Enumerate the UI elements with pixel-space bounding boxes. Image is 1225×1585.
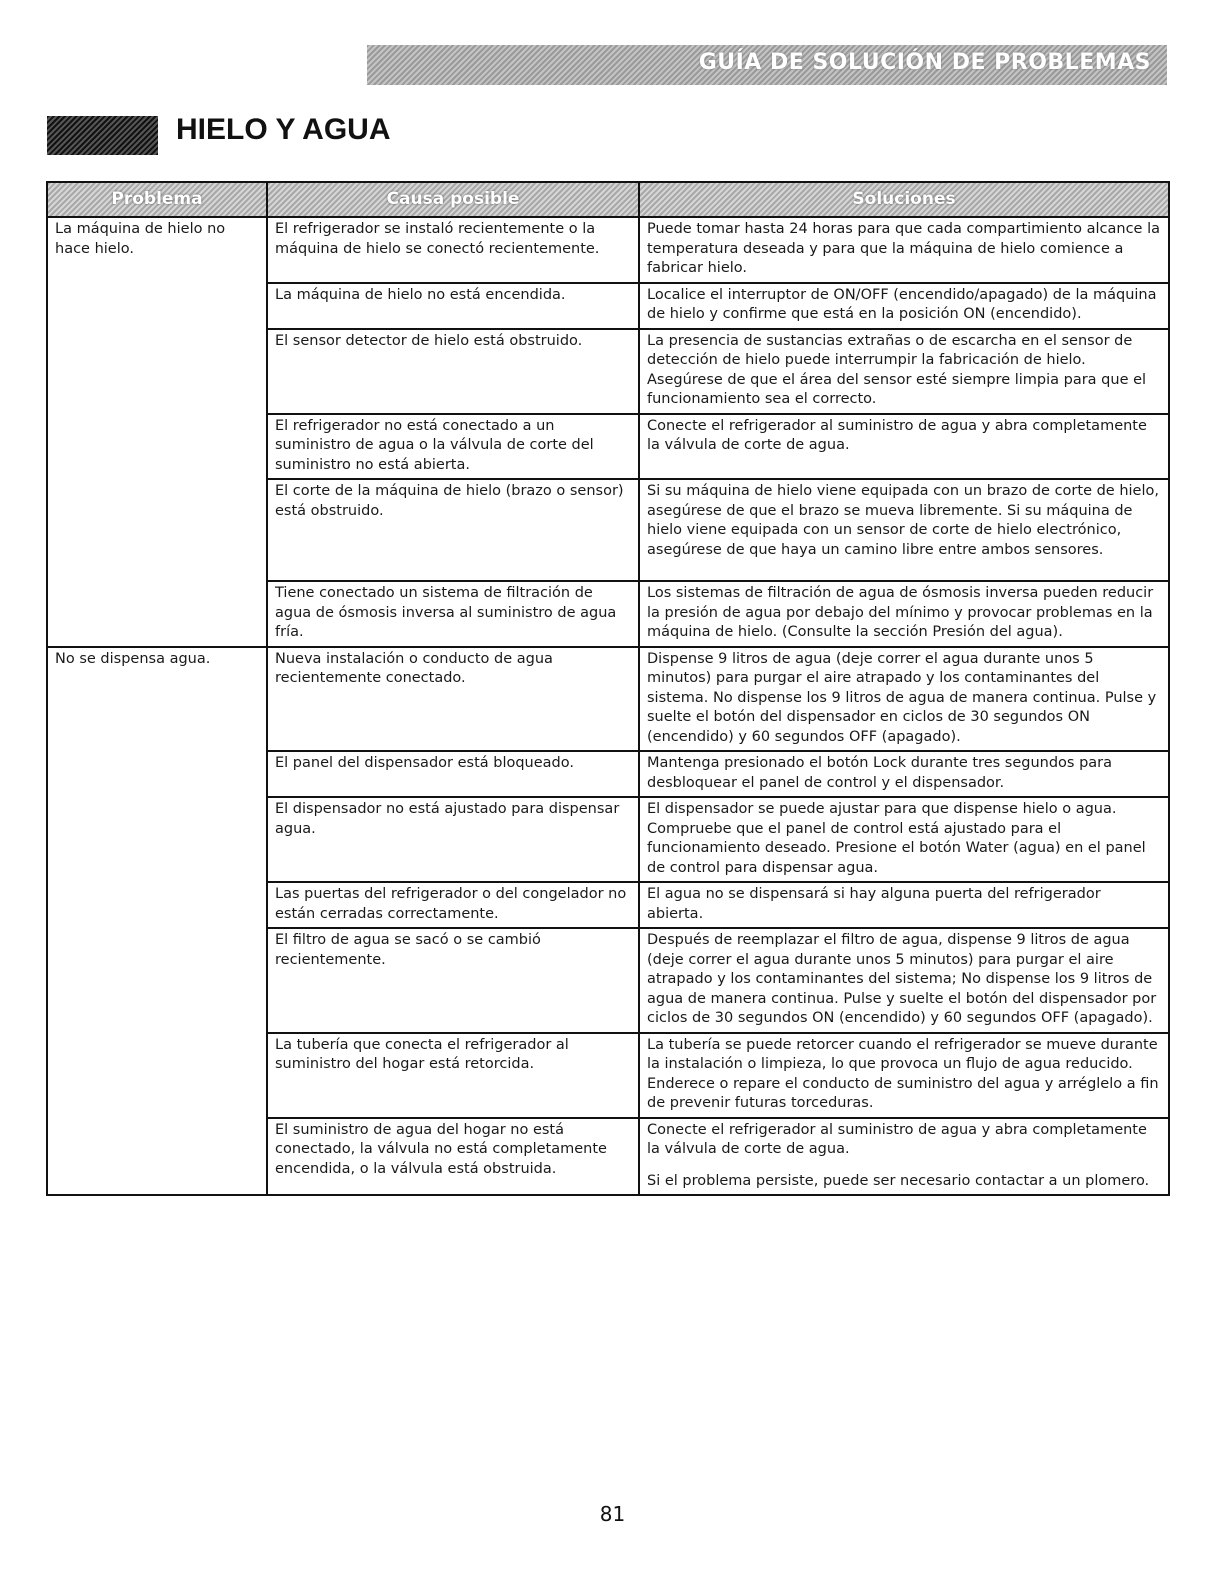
problem-cell-continued [47,329,267,414]
cause-cell: El refrigerador no está conectado a un suministro de agua o la válvula de corte del suministro no está abierta. [267,414,639,480]
solution-cell: La presencia de sustancias extrañas o de escarcha en el sensor de detección de hielo puede interrumpir la fabricación de hielo. Asegúrese de que el área del sensor esté siempre limpia para que el funcionamiento sea el correcto. [639,329,1169,414]
solution-cell: El agua no se dispensará si hay alguna puerta del refrigerador abierta. [639,882,1169,928]
problem-cell-continued [47,1033,267,1118]
problem-cell-continued [47,928,267,1033]
header-banner [367,45,1167,85]
cause-cell: La tubería que conecta el refrigerador al suministro del hogar está retorcida. [267,1033,639,1118]
section-title: HIELO Y AGUA [176,113,391,146]
cause-cell: El suministro de agua del hogar no está conectado, la válvula no está completamente encendida, o la válvula está obstruida. [267,1118,639,1196]
solution-cell: Conecte el refrigerador al suministro de agua y abra completamente la válvula de corte de agua. [639,414,1169,480]
problem-cell-continued [47,414,267,480]
problem-cell-continued [47,751,267,797]
header-problem: Problema [47,182,267,217]
solution-cell: La tubería se puede retorcer cuando el refrigerador se mueve durante la instalación o limpieza, lo que provoca un flujo de agua reducido. Enderece o repare el conducto de suministro del agua y arréglelo a fin de prevenir futuras torceduras. [639,1033,1169,1118]
header-cause: Causa posible [267,182,639,217]
section-marker-block [47,116,158,155]
solution-cell: Localice el interruptor de ON/OFF (encendido/apagado) de la máquina de hielo y confirme que está en la posición ON (encendido). [639,283,1169,329]
problem-cell-continued [47,581,267,647]
problem-cell: No se dispensa agua. [47,647,267,752]
cause-cell: El refrigerador se instaló recientemente o la máquina de hielo se conectó recientemente. [267,217,639,283]
table-row [47,329,1169,414]
solution-extra-text: Si el problema persiste, puede ser necesario contactar a un plomero. [647,1172,1150,1189]
table-row [47,751,1169,797]
solution-cell: Dispense 9 litros de agua (deje correr el agua durante unos 5 minutos) para purgar el aire atrapado y los contaminantes del sistema. No dispense los 9 litros de agua de manera continua. Pulse y suelte el botón del dispensador en ciclos de 30 segundos ON (encendido) y 60 segundos OFF (apagado). [639,647,1169,752]
troubleshooting-table [46,181,1170,1196]
cause-cell: El dispensador no está ajustado para dispensar agua. [267,797,639,882]
cause-cell: El panel del dispensador está bloqueado. [267,751,639,797]
solution-cell: Puede tomar hasta 24 horas para que cada compartimiento alcance la temperatura deseada y para que la máquina de hielo comience a fabricar hielo. [639,217,1169,283]
page-number: 81 [599,1502,626,1526]
table-row [47,414,1169,480]
solution-cell: Después de reemplazar el filtro de agua, dispense 9 litros de agua (deje correr el agua durante unos 5 minutos) para purgar el aire atrapado y los contaminantes del sistema; No dispense los 9 litros de agua de manera continua. Pulse y suelte el botón del dispensador por ciclos de 30 segundos ON (encendido) y 60 segundos OFF (apagado). [639,928,1169,1033]
table-row [47,283,1169,329]
problem-cell-continued [47,797,267,882]
table-row [47,1118,1169,1196]
problem-cell: La máquina de hielo no hace hielo. [47,217,267,283]
table-row [47,647,1169,752]
solution-cell: Mantenga presionado el botón Lock durante tres segundos para desbloquear el panel de control y el dispensador. [639,751,1169,797]
banner-title: GUÍA DE SOLUCIÓN DE PROBLEMAS [698,50,1151,75]
solution-cell: El dispensador se puede ajustar para que dispense hielo o agua. Compruebe que el panel de control está ajustado para el funcionamiento deseado. Presione el botón Water (agua) en el panel de control para dispensar agua. [639,797,1169,882]
table-row [47,581,1169,647]
solution-cell [639,1118,1169,1196]
cause-cell: El filtro de agua se sacó o se cambió recientemente. [267,928,639,1033]
table-row [47,928,1169,1033]
header-solutions: Soluciones [639,182,1169,217]
table-row [47,1033,1169,1118]
cause-cell: El corte de la máquina de hielo (brazo o sensor) está obstruido. [267,479,639,581]
cause-cell: Las puertas del refrigerador o del congelador no están cerradas correctamente. [267,882,639,928]
table-header-row [47,182,1169,217]
problem-cell-continued [47,882,267,928]
table-row [47,479,1169,581]
table-row [47,217,1169,283]
problem-cell-continued [47,283,267,329]
cause-cell: Tiene conectado un sistema de filtración de agua de ósmosis inversa al suministro de agua fría. [267,581,639,647]
problem-cell-continued [47,479,267,581]
cause-cell: La máquina de hielo no está encendida. [267,283,639,329]
table-row [47,797,1169,882]
problem-cell-continued [47,1118,267,1196]
solution-cell: Los sistemas de filtración de agua de ósmosis inversa pueden reducir la presión de agua por debajo del mínimo y provocar problemas en la máquina de hielo. (Consulte la sección Presión del agua). [639,581,1169,647]
cause-cell: El sensor detector de hielo está obstruido. [267,329,639,414]
solution-text: Conecte el refrigerador al suministro de agua y abra completamente la válvula de corte de agua. [647,1121,1147,1157]
table-row [47,882,1169,928]
solution-cell: Si su máquina de hielo viene equipada con un brazo de corte de hielo, asegúrese de que el brazo se mueva libremente. Si su máquina de hielo viene equipada con un sensor de corte de hielo electrónico, asegúrese de que haya un camino libre entre ambos sensores. [639,479,1169,581]
cause-cell: Nueva instalación o conducto de agua recientemente conectado. [267,647,639,752]
